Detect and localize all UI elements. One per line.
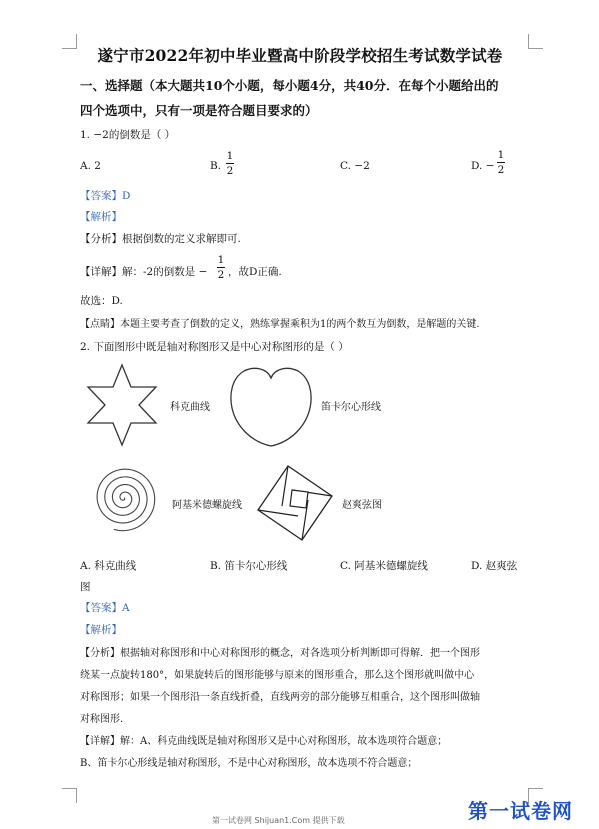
watermark-brand: 第一试卷网 xyxy=(468,799,573,823)
page-title: 遂宁市2022年初中毕业暨高中阶段学校招生考试数学试卷 xyxy=(97,46,503,65)
q1-option-b-numerator: 1 xyxy=(226,150,234,162)
q1-comment: 【点睛】本题主要考查了倒数的定义，熟练掌握乘积为1的两个数互为倒数，是解题的关键. xyxy=(80,319,480,330)
caption-zhao-shuang: 赵爽弦图 xyxy=(342,500,382,511)
q2-analysis-line2: 绕某一点旋转180°，如果旋转后的图形能够与原来的图形重合，那么这个图形就叫做中心 xyxy=(80,670,475,681)
crop-mark-bottom-left xyxy=(62,788,77,803)
q2-detail-line1: 【详解】解：A、科克曲线既是轴对称图形又是中心对称图形，故本选项符合题意； xyxy=(80,736,448,747)
caption-koch-curve: 科克曲线 xyxy=(170,402,210,413)
q2-analysis-label: 【解析】 xyxy=(80,624,122,636)
fraction-bar xyxy=(217,267,225,268)
q1-option-c: C. −2 xyxy=(340,160,370,172)
fraction-bar xyxy=(497,162,505,163)
q1-detail-numerator: 1 xyxy=(217,254,225,266)
q2-option-d-wrap: 图 xyxy=(80,581,91,593)
q1-detail-suffix: ，故D正确. xyxy=(228,266,282,278)
archimedean-spiral-figure xyxy=(88,462,160,534)
q2-analysis-line3: 对称图形；如果一个图形沿一条直线折叠，直线两旁的部分能够互相重合，这个图形叫做轴 xyxy=(80,692,480,703)
q2-answer: 【答案】A xyxy=(80,602,130,614)
zhao-shuang-figure xyxy=(254,462,336,544)
q2-option-c: C. 阿基米德螺旋线 xyxy=(340,560,428,572)
koch-curve-figure xyxy=(82,362,162,448)
section-heading-line1: 一、选择题（本大题共10个小题，每小题4分，共40分．在每个小题给出的 xyxy=(80,78,499,93)
q1-option-a: A. 2 xyxy=(80,160,101,172)
q1-detail-prefix: 【详解】解：-2的倒数是 − xyxy=(80,266,208,278)
q2-option-b: B. 笛卡尔心形线 xyxy=(210,560,288,572)
q2-analysis-line1: 【分析】根据轴对称图形和中心对称图形的概念，对各选项分析判断即可得解．把一个图形 xyxy=(80,648,480,659)
q2-option-d: D. 赵爽弦 xyxy=(471,560,518,572)
section-heading-line2: 四个选项中，只有一项是符合题目要求的） xyxy=(80,103,318,118)
q1-stem: 1. −2的倒数是（ ） xyxy=(80,129,176,141)
q1-conclusion: 故选：D. xyxy=(80,295,123,307)
q1-option-d-fraction xyxy=(497,149,505,176)
q1-detail-denominator: 2 xyxy=(217,269,225,281)
q1-option-d-numerator: 1 xyxy=(497,149,505,161)
q1-analysis: 【分析】根据倒数的定义求解即可. xyxy=(80,233,241,245)
caption-archimedean-spiral: 阿基米德螺旋线 xyxy=(172,500,242,511)
q2-stem: 2. 下面图形中既是轴对称图形又是中心对称图形的是（ ） xyxy=(80,341,349,353)
q1-analysis-label: 【解析】 xyxy=(80,211,122,223)
q2-analysis-line4: 对称图形. xyxy=(80,714,124,725)
cardioid-figure xyxy=(228,364,314,450)
q2-option-a: A. 科克曲线 xyxy=(80,560,137,572)
q1-option-b-denominator: 2 xyxy=(226,165,234,177)
q1-option-d-label: D. − xyxy=(471,160,495,172)
q1-option-d-denominator: 2 xyxy=(497,164,505,176)
q1-option-b-fraction xyxy=(226,150,234,177)
q2-detail-line2: B、笛卡尔心形线是轴对称图形，不是中心对称图形，故本选项不符合题意； xyxy=(80,758,418,769)
q1-answer: 【答案】D xyxy=(80,190,131,202)
watermark-footer: 第一试卷网 Shijuan1.Com 提供下载 xyxy=(212,816,345,825)
q1-detail-fraction xyxy=(217,254,225,281)
fraction-bar xyxy=(226,163,234,164)
caption-cardioid: 笛卡尔心形线 xyxy=(321,402,381,413)
q1-option-b-label: B. xyxy=(210,160,222,172)
